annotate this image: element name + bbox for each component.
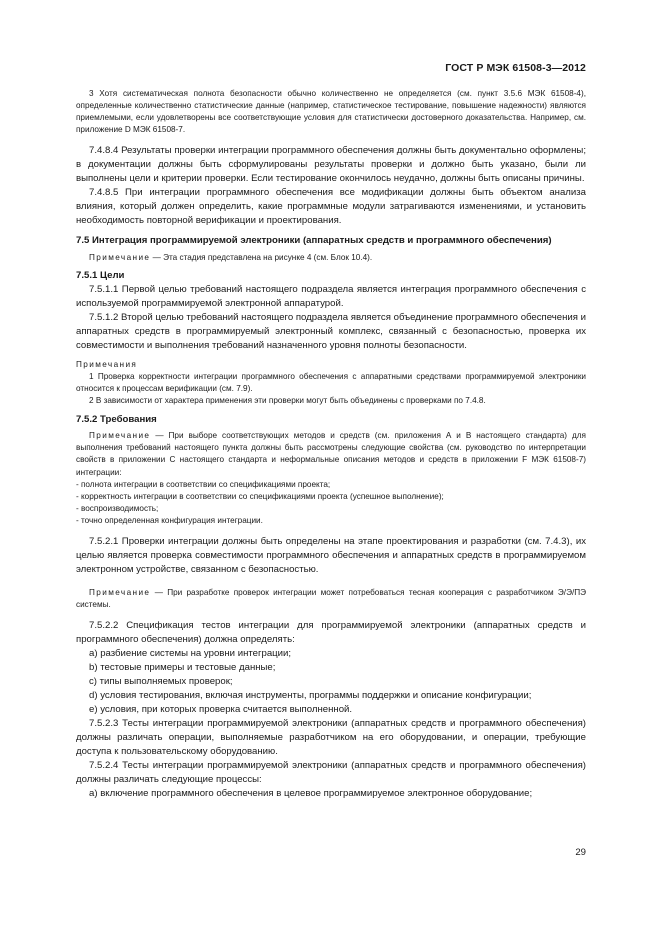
clause-7-5-1-2: 7.5.1.2 Второй целью требований настоящего подраздела является объединение программного обеспечения и аппаратных средств в программируемый электронный комплекс, связанный с безопасностью, проверка их совместимости и выполнения требований назначенного уровня полноты безопасности. bbox=[76, 312, 586, 352]
list-item: - воспроизводимость; bbox=[76, 503, 159, 513]
note-text: — При разработке проверок интеграции может потребоваться тесная кооперация с разработчиком Э/Э/ПЭ системы. bbox=[76, 587, 586, 610]
notes-label-text: Примечания bbox=[76, 360, 138, 370]
note-label: Примечание bbox=[89, 431, 151, 441]
clause-7-4-8-5: 7.4.8.5 При интеграции программного обеспечения все модификации должны быть объектом анализа влияния, который должен определить, какие программные модули затрагиваются изменениями, и установить необходимость повторной верификации и проектирования. bbox=[76, 187, 586, 227]
section-heading-7-5: 7.5 Интеграция программируемой электроники (аппаратных средств и программного обеспечения) bbox=[76, 235, 552, 247]
note-item: 1 Проверка корректности интеграции программного обеспечения с аппаратными средствами программируемой электроники относится к процессам верификации (см. 7.9). bbox=[76, 372, 586, 394]
clause-7-5-2-4: 7.5.2.4 Тесты интеграции программируемой электроники (аппаратных средств и программного обеспечения) должны различать следующие процессы: bbox=[76, 760, 586, 786]
note-7-5-2 bbox=[76, 430, 586, 478]
subsection-heading-7-5-2: 7.5.2 Требования bbox=[76, 414, 157, 426]
note-7-5 bbox=[76, 252, 586, 264]
list-item: a) разбиение системы на уровни интеграции; bbox=[89, 648, 292, 660]
list-item: b) тестовые примеры и тестовые данные; bbox=[89, 662, 276, 674]
note-label: Примечание bbox=[89, 587, 151, 597]
list-item: - корректность интеграции в соответствии со спецификациями проекта (успешное выполнение); bbox=[76, 491, 444, 501]
list-item: - точно определенная конфигурация интеграции. bbox=[76, 515, 263, 525]
clause-7-5-2-3: 7.5.2.3 Тесты интеграции программируемой электроники (аппаратных средств и программного обеспечения) должны различать операции, выполняемые разработчиком на его оборудовании, и операции, требующие доступа к пользовательскому оборудованию. bbox=[76, 718, 586, 758]
page-content bbox=[76, 88, 586, 801]
subsection-heading-7-5-1: 7.5.1 Цели bbox=[76, 270, 125, 282]
note-item: 2 В зависимости от характера применения эти проверки могут быть объединены с проверками по 7.4.8. bbox=[89, 396, 486, 406]
note-text: — При выборе соответствующих методов и средств (см. приложения А и В настоящего стандарта) для выполнения требований настоящего пункта должны быть рассмотрены следующие свойства (см. руководство по интерпретации свойств в приложении С настоящего стандарта и неформальные описания методов и средств в приложении F МЭК 61508-7) интеграции: bbox=[76, 431, 586, 477]
list-item: a) включение программного обеспечения в целевое программируемое электронное оборудование; bbox=[89, 788, 533, 800]
clause-7-5-1-1: 7.5.1.1 Первой целью требований настоящего подраздела является интеграция программного обеспечения с используемой программируемой электронной аппаратурой. bbox=[76, 284, 586, 310]
page-number: 29 bbox=[575, 847, 586, 858]
clause-7-5-2-2: 7.5.2.2 Спецификация тестов интеграции для программируемой электроники (аппаратных средств и программного обеспечения) должна определять: bbox=[76, 620, 586, 646]
document-code-header: ГОСТ Р МЭК 61508-3—2012 bbox=[445, 62, 586, 74]
note-label: Примечание bbox=[89, 253, 151, 263]
note-7-5-2-1 bbox=[76, 587, 586, 611]
clause-7-5-2-1: 7.5.2.1 Проверки интеграции должны быть определены на этапе проектирования и разработки (см. 7.4.3), их целью является проверка совместимости программного обеспечения и аппаратных средств в программируемом электронном устройстве, связанном с безопасностью. bbox=[76, 535, 586, 575]
note-systematic-integrity: 3 Хотя систематическая полнота безопасности обычно количественно не определяется (см. пункт 3.5.6 МЭК 61508-4), определенные количественно статистические данные (например, статистическое тестирование, повышение надежности) являются приемлемыми, если удовлетворены все соответствующие условия для статистически достоверного доказательства. Например, см. приложение D МЭК 61508-7. bbox=[76, 89, 586, 135]
list-item: c) типы выполняемых проверок; bbox=[89, 676, 233, 688]
list-item: - полнота интеграции в соответствии со спецификациями проекта; bbox=[76, 479, 331, 489]
list-item: d) условия тестирования, включая инструменты, программы поддержки и описание конфигурации; bbox=[89, 690, 532, 702]
note-text: — Эта стадия представлена на рисунке 4 (см. Блок 10.4). bbox=[150, 253, 373, 263]
clause-7-4-8-4: 7.4.8.4 Результаты проверки интеграции программного обеспечения должны быть документально оформлены; в документации должны быть сформулированы результаты проверки и должно быть указано, были ли выполнены цели и критерии проверки. Если тестирование окончилось неудачно, должны быть описаны причины. bbox=[76, 145, 586, 185]
notes-label bbox=[76, 359, 586, 371]
list-item: e) условия, при которых проверка считается выполненной. bbox=[89, 704, 353, 716]
